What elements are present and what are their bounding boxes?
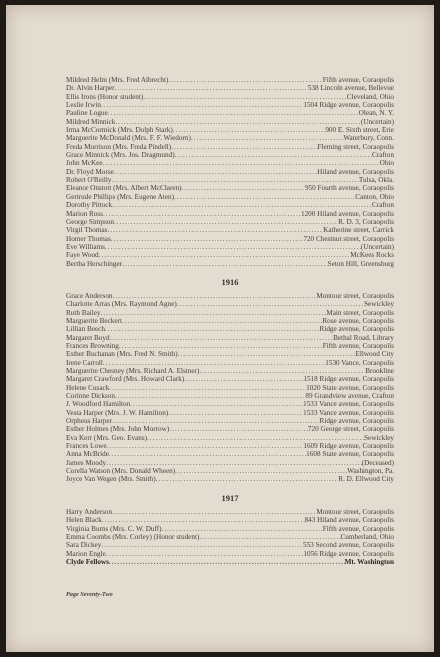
dot-leader	[101, 541, 303, 549]
alumni-name: Corella Watson (Mrs. Donald Wheen)	[66, 467, 176, 476]
alumni-entry	[66, 76, 394, 84]
alumni-name: Virginia Burns (Mrs. C. W. Duff)	[66, 524, 162, 533]
alumni-address: 1504 Ridge avenue, Coraopolis	[303, 101, 394, 110]
alumni-name: Virgil Thomas	[66, 226, 108, 235]
alumni-name: Clyde Fellows	[66, 557, 109, 566]
dot-leader	[191, 134, 343, 142]
alumni-entry	[66, 151, 394, 159]
dot-leader	[112, 201, 372, 209]
dot-leader	[162, 525, 323, 533]
alumni-address: 1533 Vance avenue, Coraopolis	[303, 400, 394, 409]
dot-leader	[177, 300, 364, 308]
alumni-address: Ohio	[379, 159, 394, 168]
dot-leader	[103, 210, 301, 218]
alumni-name: Frances Lowe	[66, 442, 107, 451]
alumni-entry	[66, 243, 394, 251]
alumni-name: Orpheus Harper	[66, 417, 113, 426]
alumni-address: McKees Rocks	[350, 251, 394, 260]
dot-leader	[107, 226, 323, 234]
alumni-address: 1608 State avenue, Coraopolis	[306, 450, 394, 459]
alumni-entry	[66, 143, 394, 151]
alumni-name: Marguerite McDonald (Mrs. F. F. Wiedorn)	[66, 134, 191, 143]
alumni-entry	[66, 459, 394, 467]
dot-leader	[143, 93, 347, 101]
alumni-address: 900 E. Sixth street, Erie	[325, 126, 394, 135]
dot-leader	[106, 459, 362, 467]
alumni-name: Sara Dickey	[66, 541, 102, 550]
alumni-address: Brookline	[365, 367, 394, 375]
alumni-entry	[66, 400, 394, 408]
alumni-name: Ellis Irons (Honor student)	[66, 92, 144, 101]
dot-leader	[107, 442, 304, 450]
alumni-name: Helen Black	[66, 516, 102, 525]
alumni-name: Irma McCormick (Mrs. Dolph Stark)	[66, 126, 173, 135]
alumni-entry	[66, 417, 394, 425]
alumni-entry	[66, 235, 394, 243]
dot-leader	[101, 309, 327, 317]
alumni-name: Emma Coombs (Mrs. Corley) (Honor student)	[66, 532, 200, 541]
alumni-name: Charlotte Arras (Mrs. Raymond Agne)	[66, 300, 177, 309]
alumni-address: Katherine street, Carrick	[323, 226, 394, 235]
alumni-address: Fifth avenue, Coraopolis	[322, 341, 394, 350]
alumni-address: 89 Grandview avenue, Crafton	[305, 392, 394, 401]
dot-leader	[169, 425, 308, 433]
dot-leader	[182, 184, 305, 192]
alumni-name: Mildred Helm (Mrs. Fred Albrecht)	[66, 76, 169, 84]
alumni-address: Sewickley	[364, 433, 394, 442]
alumni-entry	[66, 467, 394, 475]
alumni-address: 720 George street, Coraopolis	[307, 425, 394, 434]
alumni-address: 950 Fourth avenue, Coraopolis	[304, 184, 394, 193]
dot-leader	[113, 292, 317, 300]
alumni-address: Cumberland, Ohio	[340, 532, 394, 541]
dot-leader	[109, 558, 345, 566]
alumni-address: 843 Hiland avenue, Coraopolis	[304, 516, 394, 525]
alumni-entry	[66, 325, 394, 333]
dot-leader	[110, 334, 334, 342]
alumni-name: Anna McBride	[66, 450, 109, 459]
alumni-entry	[66, 550, 394, 558]
alumni-address: (Uncertain)	[360, 117, 394, 126]
page-footer: Page Seventy-Two	[66, 591, 113, 598]
alumni-address: Canton, Ohio	[355, 192, 394, 201]
dot-leader	[114, 168, 317, 176]
alumni-entry	[66, 541, 394, 549]
alumni-name: Esther Holmes (Mrs. John Morrow)	[66, 425, 170, 434]
alumni-entry	[66, 168, 394, 176]
alumni-address: Montour street, Coraopolis	[316, 507, 394, 516]
dot-leader	[102, 516, 305, 524]
alumni-address: 1056 Ridge avenue, Coraopolis	[303, 549, 394, 558]
alumni-address: 1200 Hiland avenue, Coraopolis	[300, 209, 394, 218]
dot-leader	[109, 384, 306, 392]
alumni-name: Pauline Logue	[66, 109, 108, 118]
alumni-entry	[66, 317, 394, 325]
dot-leader	[111, 176, 359, 184]
alumni-address: Cleveland, Ohio	[346, 92, 394, 101]
alumni-name: Harry Anderson	[66, 507, 113, 516]
alumni-directory	[66, 76, 394, 566]
dot-leader	[115, 392, 305, 400]
alumni-name: Helene Cusack	[66, 383, 110, 392]
dot-leader	[184, 375, 303, 383]
alumni-entry	[66, 193, 394, 201]
alumni-name: George Simpson	[66, 217, 114, 226]
alumni-address: Montour street, Coraopolis	[316, 291, 394, 300]
alumni-name: Esther Buchanan (Mrs. Fred N. Smith)	[66, 350, 178, 359]
dot-leader	[101, 101, 303, 109]
alumni-address: Crafton	[372, 201, 394, 210]
dot-leader	[174, 193, 355, 201]
alumni-name: Marion Ross	[66, 209, 103, 218]
alumni-address: (Deceased)	[361, 458, 394, 467]
alumni-name: Irene Carroll	[66, 358, 103, 367]
alumni-entry	[66, 176, 394, 184]
alumni-address: Ridge avenue, Coraopolis	[319, 325, 394, 334]
alumni-entry	[66, 392, 394, 400]
alumni-name: Marion Engle	[66, 549, 106, 558]
alumni-entry	[66, 425, 394, 433]
alumni-name: Frances Browning	[66, 341, 119, 350]
alumni-address: Hiland avenue, Coraopolis	[317, 167, 394, 176]
alumni-address: Olean, N. Y.	[358, 109, 394, 118]
alumni-address: R. D. Ellwood City	[338, 475, 394, 484]
alumni-address: Ellwood City	[355, 350, 394, 359]
dot-leader	[199, 533, 340, 541]
dot-leader	[111, 235, 304, 243]
alumni-name: J. Woodford Hamilton	[66, 400, 131, 409]
alumni-address: Waterbury, Conn.	[343, 134, 394, 143]
dot-leader	[115, 84, 308, 92]
class-year-heading: 1917	[221, 492, 239, 503]
alumni-entry	[66, 118, 394, 126]
dot-leader	[173, 126, 326, 134]
alumni-address: Fifth avenue, Coraopolis	[322, 524, 394, 533]
alumni-entry	[66, 134, 394, 142]
alumni-name: Grace Minnick (Mrs. Jos. Dragmund)	[66, 151, 175, 160]
alumni-name: Dr. Floyd Morse	[66, 167, 114, 176]
alumni-name: Mildred Minnick	[66, 117, 116, 126]
alumni-address: 720 Chestnut street, Coraopolis	[303, 234, 394, 243]
dot-leader	[122, 260, 328, 268]
alumni-address: 1518 Ridge avenue, Coraopolis	[303, 375, 394, 384]
alumni-name: Faye Wood	[66, 251, 99, 260]
alumni-entry	[66, 558, 394, 566]
alumni-address: Sewickley	[364, 300, 394, 309]
dot-leader	[156, 475, 339, 483]
alumni-address: Main street, Coraopolis	[326, 308, 394, 317]
dot-leader	[114, 218, 338, 226]
alumni-address: Ridge avenue, Coraopolis	[319, 417, 394, 426]
alumni-address: Fifth avenue, Coraopolis	[322, 76, 394, 84]
alumni-name: Margaret Boyd	[66, 333, 110, 342]
dot-leader	[103, 159, 380, 167]
alumni-entry	[66, 300, 394, 308]
alumni-entry	[66, 334, 394, 342]
dot-leader	[105, 325, 320, 333]
dot-leader	[175, 151, 372, 159]
dot-leader	[168, 76, 322, 84]
dot-leader	[130, 400, 303, 408]
alumni-entry	[66, 375, 394, 383]
dot-leader	[175, 467, 347, 475]
alumni-address: R. D. 3, Coraopolis	[338, 217, 394, 226]
alumni-address: Mt. Washington	[344, 557, 394, 566]
alumni-name: Dr. Alvin Harper	[66, 84, 115, 93]
dot-leader	[106, 550, 304, 558]
alumni-name: Eva Kerr (Mrs. Geo. Evans)	[66, 433, 148, 442]
dot-leader	[103, 359, 325, 367]
dot-leader	[112, 417, 319, 425]
alumni-name: Gertrude Phillips (Mrs. Eugene Aten)	[66, 192, 174, 201]
alumni-entry	[66, 159, 394, 167]
dot-leader	[108, 109, 359, 117]
alumni-entry	[66, 359, 394, 367]
alumni-entry	[66, 384, 394, 392]
dot-leader	[199, 367, 365, 375]
alumni-entry	[66, 442, 394, 450]
dot-leader	[122, 317, 322, 325]
alumni-address: 538 Lincoln avenue, Bellevue	[307, 84, 394, 93]
alumni-name: Dorothy Pittock	[66, 201, 113, 210]
alumni-name: Eve Williams	[66, 242, 105, 251]
alumni-name: Leslie Irwin	[66, 101, 101, 110]
alumni-entry	[66, 434, 394, 442]
alumni-address: 1530 Vance, Coraopolis	[325, 358, 394, 367]
alumni-name: Eleanor Onstott (Mrs. Albert McClaren)	[66, 184, 182, 193]
alumni-entry	[66, 292, 394, 300]
dot-leader	[147, 434, 364, 442]
alumni-address: 1609 Ridge avenue, Coraopolis	[303, 442, 394, 451]
alumni-entry	[66, 409, 394, 417]
dot-leader	[105, 243, 361, 251]
alumni-entry	[66, 109, 394, 117]
alumni-entry	[66, 93, 394, 101]
alumni-name: Grace Anderson	[66, 291, 113, 300]
alumni-name: John McKee	[66, 159, 103, 168]
alumni-address: 553 Second avenue, Coraopolis	[302, 541, 394, 550]
dot-leader	[168, 409, 303, 417]
alumni-address: Bethal Road, Library	[333, 333, 394, 342]
alumni-name: Corinne Dickson	[66, 392, 115, 401]
yearbook-page	[6, 5, 434, 652]
alumni-address: Tulsa, Okla.	[358, 176, 394, 185]
alumni-entry	[66, 367, 394, 375]
alumni-name: Marguerite Beckert	[66, 316, 122, 325]
alumni-name: Marguerite Chesney (Mrs. Richard A. Elstner)	[66, 367, 200, 375]
alumni-address: Washington, Pa.	[347, 467, 394, 476]
alumni-entry	[66, 226, 394, 234]
alumni-name: Lillian Beech	[66, 325, 105, 334]
alumni-entry	[66, 475, 394, 483]
alumni-name: Robert O'Reilly	[66, 176, 112, 185]
alumni-entry	[66, 350, 394, 358]
alumni-name: Joyce Van Wegen (Mrs. Smith)	[66, 475, 156, 484]
alumni-entry	[66, 516, 394, 524]
class-year-heading: 1916	[221, 276, 239, 287]
alumni-name: Vesta Harper (Mrs. J. W. Hamilton)	[66, 408, 169, 417]
alumni-address: (Uncertain)	[360, 242, 394, 251]
alumni-entry	[66, 508, 394, 516]
alumni-address: Seton Hill, Greensburg	[327, 259, 394, 268]
alumni-address: 1533 Vance avenue, Coraopolis	[303, 408, 394, 417]
alumni-entry	[66, 210, 394, 218]
alumni-entry	[66, 184, 394, 192]
alumni-entry	[66, 201, 394, 209]
dot-leader	[178, 350, 356, 358]
alumni-entry	[66, 525, 394, 533]
dot-leader	[115, 118, 361, 126]
alumni-entry	[66, 84, 394, 92]
alumni-address: Crafton	[372, 151, 394, 160]
alumni-address: Fleming street, Coraopolis	[317, 142, 394, 151]
alumni-entry	[66, 251, 394, 259]
alumni-name: Freda Morrison (Mrs. Freda Pindell)	[66, 142, 172, 151]
alumni-entry	[66, 533, 394, 541]
alumni-entry	[66, 450, 394, 458]
alumni-name: Ruth Bailey	[66, 308, 101, 317]
alumni-entry	[66, 218, 394, 226]
alumni-entry	[66, 101, 394, 109]
dot-leader	[109, 450, 306, 458]
dot-leader	[119, 342, 323, 350]
alumni-name: James Moody	[66, 458, 107, 467]
dot-leader	[112, 508, 316, 516]
alumni-name: Homer Thomas	[66, 234, 111, 243]
alumni-name: Margaret Crawford (Mrs. Howard Clark)	[66, 375, 185, 384]
alumni-entry	[66, 260, 394, 268]
alumni-entry	[66, 126, 394, 134]
dot-leader	[171, 143, 317, 151]
alumni-name: Bertha Herschinger	[66, 259, 123, 268]
alumni-entry	[66, 342, 394, 350]
alumni-address: Rose avenue, Coraopolis	[322, 316, 394, 325]
alumni-address: 1020 State avenue, Coraopolis	[306, 383, 394, 392]
dot-leader	[99, 251, 351, 259]
alumni-entry	[66, 309, 394, 317]
